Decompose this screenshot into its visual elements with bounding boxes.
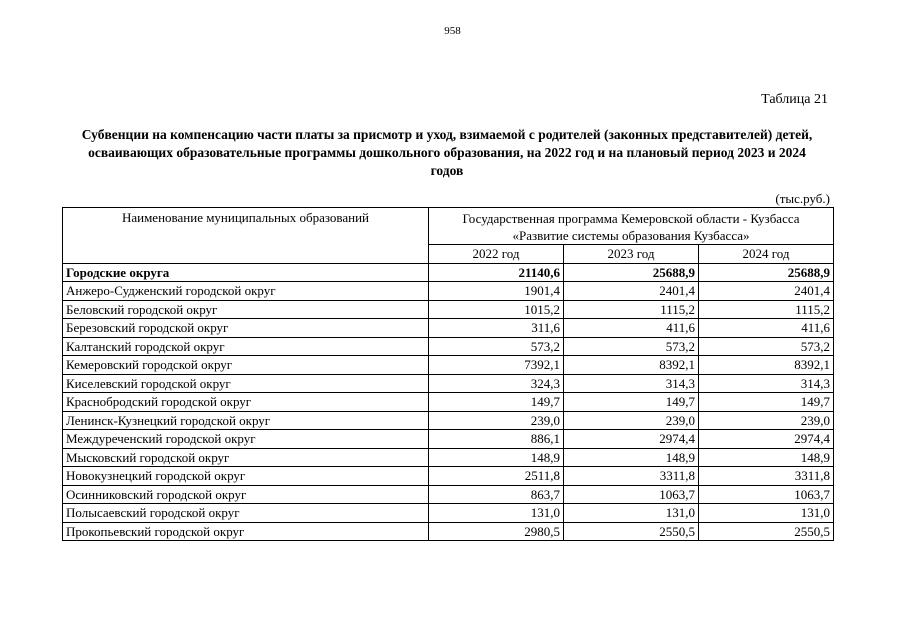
value-2023: 2401,4 xyxy=(564,282,699,301)
municipality-name: Осинниковский городской округ xyxy=(63,485,429,504)
units-label: (тыс.руб.) xyxy=(775,191,830,206)
title-line-3: годов xyxy=(430,163,464,178)
table-row xyxy=(63,467,834,486)
value-2023: 411,6 xyxy=(564,319,699,338)
value-2022: 149,7 xyxy=(429,393,564,412)
value-2023: 239,0 xyxy=(564,411,699,430)
municipality-name: Калтанский городской округ xyxy=(63,337,429,356)
subsidy-table xyxy=(62,207,834,541)
value-2024: 411,6 xyxy=(699,319,834,338)
value-2024: 573,2 xyxy=(699,337,834,356)
program-line-2: «Развитие системы образования Кузбасса» xyxy=(512,227,750,243)
table-row xyxy=(63,393,834,412)
program-line-1: Государственная программа Кемеровской области - Кузбасса xyxy=(462,210,800,226)
column-header-year-2022: 2022 год xyxy=(429,245,564,264)
column-header-name: Наименование муниципальных образований xyxy=(63,208,429,264)
municipality-name: Киселевский городской округ xyxy=(63,374,429,393)
value-2022: 324,3 xyxy=(429,374,564,393)
table-row xyxy=(63,504,834,523)
value-2022: 1901,4 xyxy=(429,282,564,301)
value-2023: 149,7 xyxy=(564,393,699,412)
value-2024: 2550,5 xyxy=(699,522,834,541)
value-2022: 1015,2 xyxy=(429,300,564,319)
table-row xyxy=(63,356,834,375)
value-2024: 1115,2 xyxy=(699,300,834,319)
value-2022: 7392,1 xyxy=(429,356,564,375)
value-2023: 2550,5 xyxy=(564,522,699,541)
municipality-name: Новокузнецкий городской округ xyxy=(63,467,429,486)
value-2022: 573,2 xyxy=(429,337,564,356)
table-row xyxy=(63,411,834,430)
table-body xyxy=(63,263,834,541)
value-2024: 1063,7 xyxy=(699,485,834,504)
table-row xyxy=(63,300,834,319)
municipality-name: Мысковский городской округ xyxy=(63,448,429,467)
value-2023: 3311,8 xyxy=(564,467,699,486)
table-row xyxy=(63,319,834,338)
value-2024: 239,0 xyxy=(699,411,834,430)
table-row xyxy=(63,282,834,301)
table-row xyxy=(63,485,834,504)
header-row-program xyxy=(63,208,834,245)
value-2023: 131,0 xyxy=(564,504,699,523)
municipality-name: Прокопьевский городской округ xyxy=(63,522,429,541)
title-line-1: Субвенции на компенсацию части платы за присмотр и уход, взимаемой с родителей (законных представителей) детей, xyxy=(81,127,813,142)
municipality-name: Междуреченский городской округ xyxy=(63,430,429,449)
value-2022: 863,7 xyxy=(429,485,564,504)
value-2024: 2401,4 xyxy=(699,282,834,301)
value-2023: 148,9 xyxy=(564,448,699,467)
value-2024: 2974,4 xyxy=(699,430,834,449)
municipality-name: Краснобродский городской округ xyxy=(63,393,429,412)
value-2023: 1115,2 xyxy=(564,300,699,319)
value-2022: 131,0 xyxy=(429,504,564,523)
document-title xyxy=(62,126,832,180)
value-2022: 21140,6 xyxy=(429,263,564,282)
municipality-name: Беловский городской округ xyxy=(63,300,429,319)
column-header-year-2024: 2024 год xyxy=(699,245,834,264)
value-2022: 2511,8 xyxy=(429,467,564,486)
value-2024: 314,3 xyxy=(699,374,834,393)
value-2024: 25688,9 xyxy=(699,263,834,282)
value-2023: 8392,1 xyxy=(564,356,699,375)
table-row-total xyxy=(63,263,834,282)
title-line-2: осваивающих образовательные программы дошкольного образования, на 2022 год и на плановый период 2023 и 2024 xyxy=(88,145,806,160)
table-row xyxy=(63,448,834,467)
table-row xyxy=(63,374,834,393)
value-2022: 311,6 xyxy=(429,319,564,338)
value-2024: 149,7 xyxy=(699,393,834,412)
table-row xyxy=(63,337,834,356)
municipality-name: Полысаевский городской округ xyxy=(63,504,429,523)
municipality-name: Березовский городской округ xyxy=(63,319,429,338)
value-2022: 2980,5 xyxy=(429,522,564,541)
table-row xyxy=(63,522,834,541)
value-2022: 886,1 xyxy=(429,430,564,449)
column-header-program xyxy=(429,208,834,245)
value-2024: 131,0 xyxy=(699,504,834,523)
municipality-name: Городские округа xyxy=(63,263,429,282)
value-2024: 8392,1 xyxy=(699,356,834,375)
value-2023: 1063,7 xyxy=(564,485,699,504)
value-2024: 3311,8 xyxy=(699,467,834,486)
value-2023: 25688,9 xyxy=(564,263,699,282)
table-label: Таблица 21 xyxy=(761,92,828,107)
value-2023: 314,3 xyxy=(564,374,699,393)
value-2022: 148,9 xyxy=(429,448,564,467)
page-number: 958 xyxy=(444,25,461,37)
municipality-name: Ленинск-Кузнецкий городской округ xyxy=(63,411,429,430)
column-header-year-2023: 2023 год xyxy=(564,245,699,264)
value-2023: 573,2 xyxy=(564,337,699,356)
municipality-name: Анжеро-Судженский городской округ xyxy=(63,282,429,301)
table-row xyxy=(63,430,834,449)
value-2023: 2974,4 xyxy=(564,430,699,449)
value-2024: 148,9 xyxy=(699,448,834,467)
value-2022: 239,0 xyxy=(429,411,564,430)
municipality-name: Кемеровский городской округ xyxy=(63,356,429,375)
